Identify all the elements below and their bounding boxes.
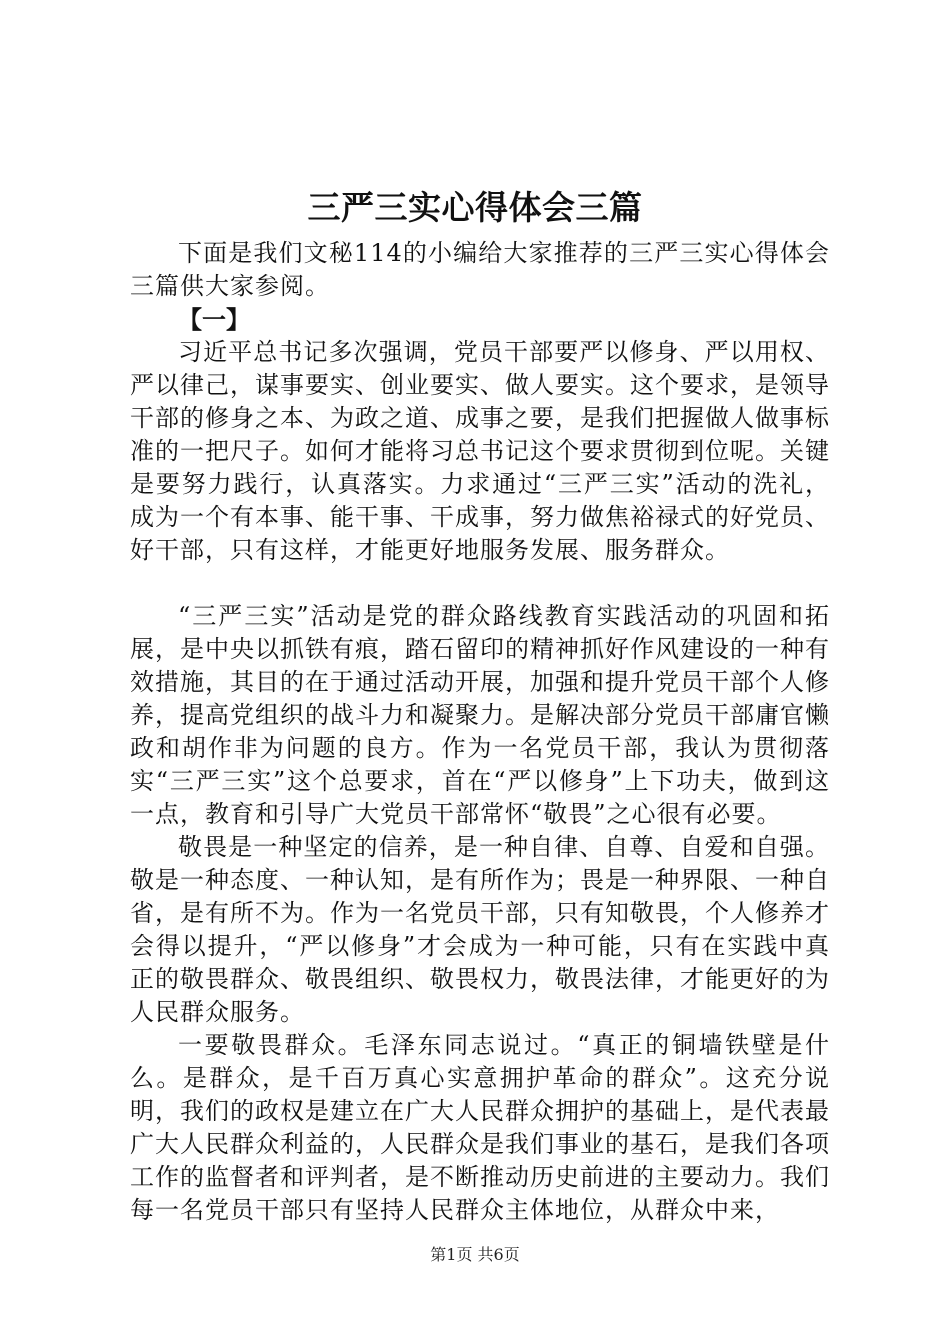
section-marker: 【一】 — [178, 305, 250, 334]
document-body — [130, 237, 830, 1227]
paragraph-spacer — [130, 567, 830, 600]
intro-paragraph: 下面是我们文秘114的小编给大家推荐的三严三实心得体会三篇供大家参阅。 — [130, 239, 830, 300]
body-paragraph-2: “三严三实”活动是党的群众路线教育实践活动的巩固和拓展，是中央以抓铁有痕，踏石留印的精神抓好作风建设的一种有效措施，其目的在于通过活动开展，加强和提升党员干部个人修养，提高党组织的战斗力和凝聚力。是解决部分党员干部庸官懒政和胡作非为问题的良方。作为一名党员干部，我认为贯彻落实“三严三实”这个总要求，首在“严以修身”上下功夫，做到这一点，教育和引导广大党员干部常怀“敬畏”之心很有必要。 — [130, 602, 830, 828]
page-title: 三严三实心得体会三篇 — [307, 188, 643, 227]
page-number-footer: 第1页 共6页 — [430, 1245, 520, 1264]
body-paragraph-1: 习近平总书记多次强调，党员干部要严以修身、严以用权、严以律己，谋事要实、创业要实、做人要实。这个要求，是领导干部的修身之本、为政之道、成事之要，是我们把握做人做事标准的一把尺子。如何才能将习总书记这个要求贯彻到位呢。关键是要努力践行，认真落实。力求通过“三严三实”活动的洗礼，成为一个有本事、能干事、干成事，努力做焦裕禄式的好党员、好干部，只有这样，才能更好地服务发展、服务群众。 — [130, 338, 830, 564]
body-paragraph-4: 一要敬畏群众。毛泽东同志说过。“真正的铜墙铁壁是什么。是群众，是千百万真心实意拥护革命的群众”。这充分说明，我们的政权是建立在广大人民群众拥护的基础上，是代表最广大人民群众利益的，人民群众是我们事业的基石，是我们各项工作的监督者和评判者，是不断推动历史前进的主要动力。我们每一名党员干部只有坚持人民群众主体地位，从群众中来， — [130, 1031, 830, 1224]
body-paragraph-3: 敬畏是一种坚定的信养，是一种自律、自尊、自爱和自强。敬是一种态度、一种认知，是有所作为；畏是一种界限、一种自省，是有所不为。作为一名党员干部，只有知敬畏，个人修养才会得以提升，“严以修身”才会成为一种可能，只有在实践中真正的敬畏群众、敬畏组织、敬畏权力，敬畏法律，才能更好的为人民群众服务。 — [130, 833, 830, 1026]
